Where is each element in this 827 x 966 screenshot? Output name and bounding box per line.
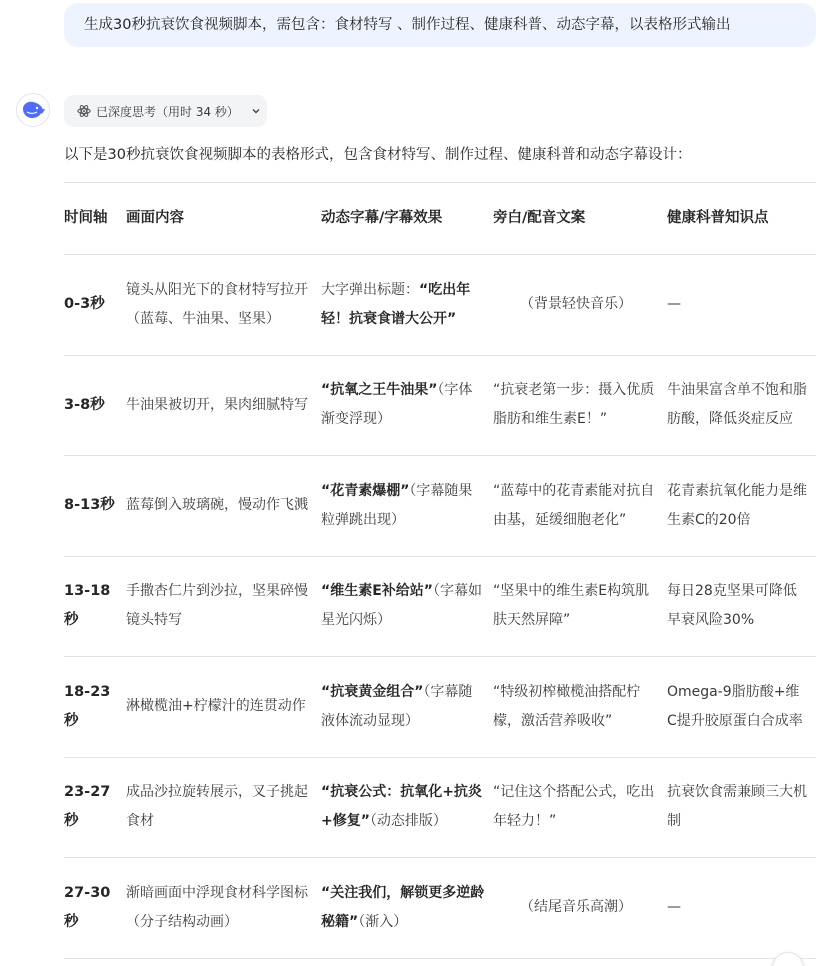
cell-science: — [667,296,681,313]
cell-time: 27-30秒 [64,884,111,930]
chevron-down-icon [251,106,261,116]
subtitle-bold-text: “吃出年轻！抗衰食谱大公开” [321,281,471,327]
cell-subtitle [321,657,493,758]
subtitle-effect: （动态排版） [369,813,447,830]
subtitle-bold-text: “关注我们，解锁更多逆龄秘籍” [321,884,485,930]
table-row [64,858,816,959]
cell-science: 每日28克坚果可降低早衰风险30% [667,583,797,629]
whale-logo-icon [21,100,45,120]
cell-subtitle [321,255,493,356]
subtitle-bold-text: “抗衰公式：抗氧化+抗炎+修复” [321,784,482,830]
atom-icon [77,104,91,118]
subtitle-bold-text: “抗衰黄金组合” [321,683,424,700]
cell-scene: 渐暗画面中浮现食材科学图标（分子结构动画） [126,884,308,930]
cell-voiceover: “蓝莓中的花青素能对抗自由基，延缓细胞老化” [493,482,655,528]
cell-voiceover: “抗衰老第一步：摄入优质脂肪和维生素E！” [493,382,655,428]
cell-science: — [667,899,681,916]
cell-time: 13-18秒 [64,583,111,629]
thinking-toggle[interactable] [64,95,267,127]
subtitle-effect: （字幕随果粒弹跳出现） [321,482,473,528]
cell-voiceover: “记住这个搭配公式，吃出年轻力！” [493,784,655,830]
subtitle-effect: （字幕随液体流动显现） [321,683,473,729]
table-header-row [64,183,816,255]
cell-subtitle [321,556,493,657]
cell-time: 3-8秒 [64,396,105,413]
cell-scene: 淋橄榄油+柠檬汁的连贯动作 [126,698,306,715]
subtitle-effect: （字体渐变浮现） [321,382,473,428]
table-row [64,456,816,557]
user-message-bubble [64,3,816,47]
cell-voiceover: （结尾音乐高潮） [520,899,632,916]
cell-scene: 蓝莓倒入玻璃碗，慢动作飞溅 [126,497,308,514]
cell-science: 花青素抗氧化能力是维生素C的20倍 [667,482,807,528]
cell-scene: 手撒杏仁片到沙拉，坚果碎慢镜头特写 [126,583,308,629]
header-voiceover: 旁白/配音文案 [493,210,586,226]
cell-time: 0-3秒 [64,296,105,313]
table-row [64,355,816,456]
table-row [64,657,816,758]
cell-science: 抗衰饮食需兼顾三大机制 [667,784,807,830]
subtitle-prefix: 大字弹出标题： [321,281,419,298]
cell-science: 牛油果富含单不饱和脂肪酸，降低炎症反应 [667,382,807,428]
cell-subtitle [321,757,493,858]
cell-subtitle [321,858,493,959]
cell-scene: 牛油果被切开，果肉细腻特写 [126,396,308,413]
response-intro: 以下是30秒抗衰饮食视频脚本的表格形式，包含食材特写、制作过程、健康科普和动态字幕设计： [64,147,692,163]
cell-time: 18-23秒 [64,683,111,729]
table-row [64,255,816,356]
subtitle-effect: （字幕如星光闪烁） [321,583,482,629]
subtitle-bold-text: “维生素E补给站” [321,583,433,600]
cell-science: Omega-9脂肪酸+维C提升胶原蛋白合成率 [667,683,803,729]
header-subtitle: 动态字幕/字幕效果 [321,210,443,226]
header-time: 时间轴 [64,210,108,226]
cell-time: 8-13秒 [64,497,115,514]
cell-scene: 成品沙拉旋转展示，叉子挑起食材 [126,784,308,830]
cell-subtitle [321,456,493,557]
cell-subtitle [321,355,493,456]
video-script-table [64,182,816,959]
subtitle-effect: （渐入） [358,913,408,930]
subtitle-bold-text: “花青素爆棚” [321,482,410,499]
table-row [64,556,816,657]
cell-voiceover: “坚果中的维生素E构筑肌肤天然屏障” [493,583,650,629]
cell-voiceover: （背景轻快音乐） [520,296,632,313]
subtitle-bold-text: “抗氧之王牛油果” [321,382,438,399]
table-row [64,757,816,858]
cell-time: 23-27秒 [64,784,111,830]
assistant-avatar [16,93,50,127]
thinking-label: 已深度思考（用时 34 秒） [96,104,239,119]
header-scene: 画面内容 [126,210,184,226]
cell-scene: 镜头从阳光下的食材特写拉开（蓝莓、牛油果、坚果） [126,281,308,327]
cell-voiceover: “特级初榨橄榄油搭配柠檬，激活营养吸收” [493,683,641,729]
user-message-text: 生成30秒抗衰饮食视频脚本，需包含：食材特写 、制作过程、健康科普、动态字幕，以表格形式输出 [84,17,731,33]
header-science: 健康科普知识点 [667,210,769,226]
